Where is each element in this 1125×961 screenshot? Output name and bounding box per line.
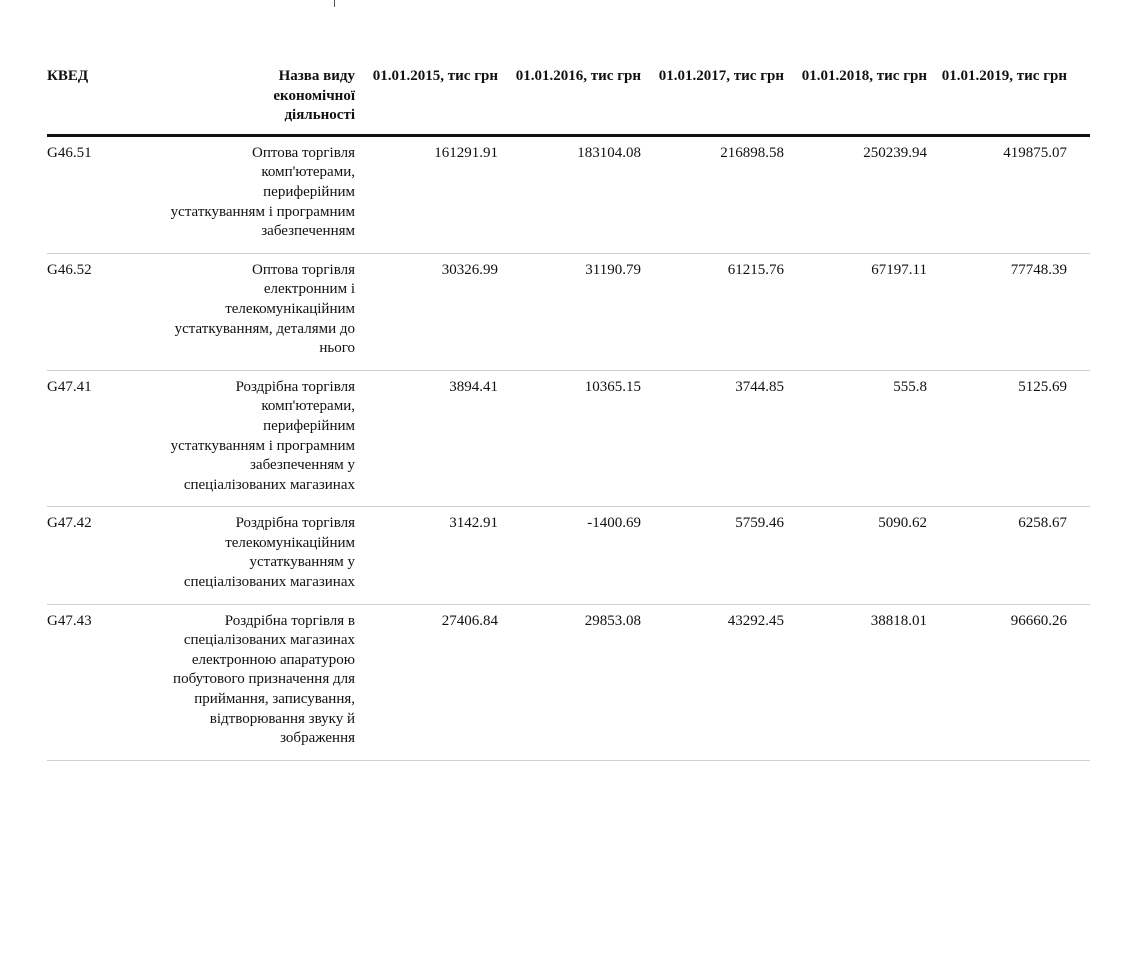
header-2018: 01.01.2018, тис грн (801, 68, 927, 84)
table-row (47, 253, 1090, 370)
value-cell: 3744.85 (735, 378, 784, 395)
table-row (47, 604, 1090, 760)
value-cell: 250239.94 (863, 144, 927, 161)
activity-name-cell: Оптова торгівля електронним і телекомунікаційним устаткуванням, деталями до нього (174, 261, 355, 357)
kved-code-cell: G46.52 (47, 261, 92, 278)
header-2017: 01.01.2017, тис грн (658, 68, 784, 84)
kved-code-cell: G46.51 (47, 144, 92, 161)
table-header-row (47, 63, 1090, 135)
value-cell: -1400.69 (587, 515, 641, 532)
value-cell: 5125.69 (1018, 378, 1067, 395)
value-cell: 96660.26 (1010, 612, 1067, 629)
value-cell: 555.8 (893, 378, 927, 395)
value-cell: 61215.76 (727, 261, 784, 278)
activity-name-cell: Оптова торгівля комп'ютерами, периферійним устаткуванням і програмним забезпеченням (170, 144, 355, 240)
value-cell: 183104.08 (577, 144, 641, 161)
value-cell: 216898.58 (720, 144, 784, 161)
value-cell: 30326.99 (441, 261, 498, 278)
value-cell: 10365.15 (584, 378, 641, 395)
value-cell: 419875.07 (1003, 144, 1067, 161)
header-2019: 01.01.2019, тис грн (941, 68, 1067, 84)
value-cell: 161291.91 (434, 144, 498, 161)
value-cell: 38818.01 (870, 612, 927, 629)
kved-code-cell: G47.43 (47, 612, 92, 629)
value-cell: 5759.46 (735, 515, 784, 532)
kved-code-cell: G47.42 (47, 515, 92, 532)
table-row (47, 135, 1090, 253)
value-cell: 67197.11 (871, 261, 927, 278)
activity-name-cell: Роздрібна торгівля в спеціалізованих магазинах електронною апаратурою побутового призначення для приймання, записування, відтворювання звуку й зображення (173, 612, 355, 747)
value-cell: 31190.79 (585, 261, 641, 278)
activity-name-cell: Роздрібна торгівля комп'ютерами, периферійним устаткуванням і програмним забезпеченням у спеціалізованих магазинах (170, 378, 355, 493)
text-cursor (334, 0, 335, 7)
value-cell: 29853.08 (584, 612, 641, 629)
value-cell: 77748.39 (1010, 261, 1067, 278)
table-row (47, 507, 1090, 604)
value-cell: 5090.62 (878, 515, 927, 532)
kved-data-table (47, 63, 1090, 761)
header-activity-name: Назва виду економічної діяльності (273, 68, 355, 124)
activity-name-cell: Роздрібна торгівля телекомунікаційним устаткуванням у спеціалізованих магазинах (183, 515, 355, 591)
value-cell: 6258.67 (1018, 515, 1067, 532)
header-kved: КВЕД (47, 68, 89, 84)
value-cell: 3894.41 (449, 378, 498, 395)
value-cell: 43292.45 (727, 612, 784, 629)
table-row (47, 370, 1090, 507)
header-2016: 01.01.2016, тис грн (515, 68, 641, 84)
header-2015: 01.01.2015, тис грн (372, 68, 498, 84)
value-cell: 3142.91 (449, 515, 498, 532)
value-cell: 27406.84 (441, 612, 498, 629)
kved-code-cell: G47.41 (47, 378, 92, 395)
